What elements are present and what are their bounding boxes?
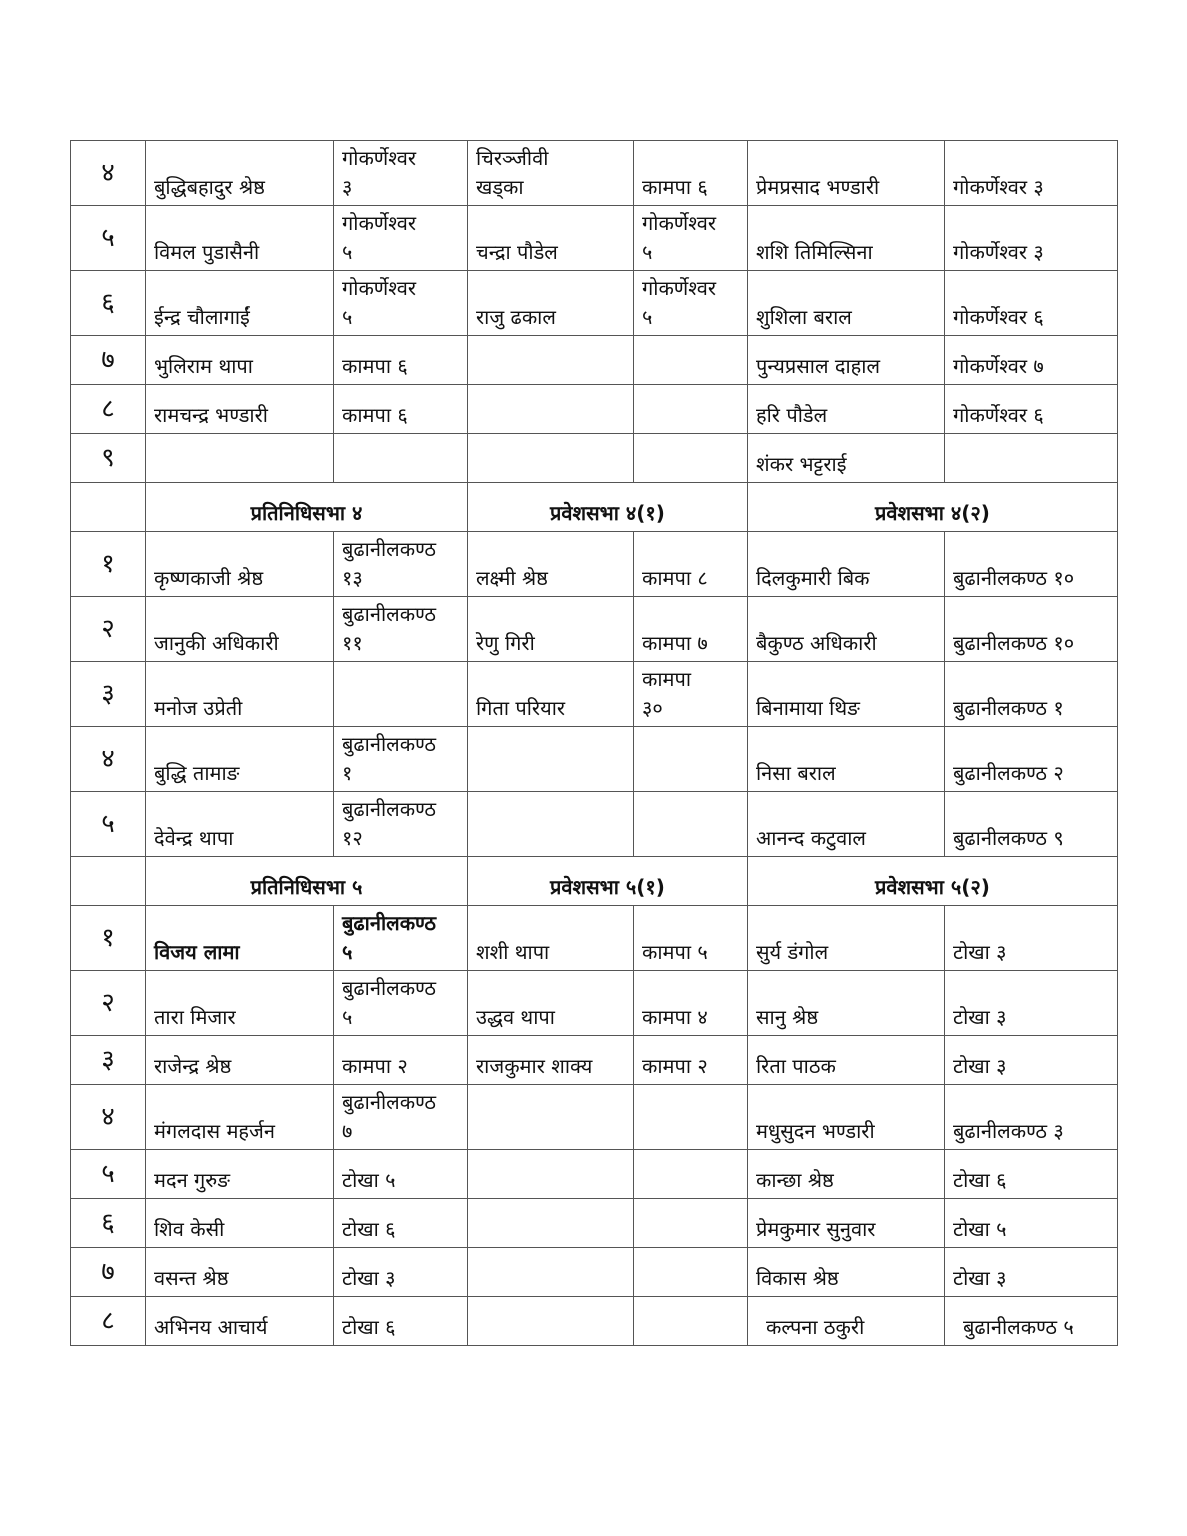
table-row: [71, 271, 1118, 336]
candidate-location: बुढानीलकण्ठ १: [334, 727, 468, 792]
candidate-name: [468, 1199, 634, 1248]
candidate-name: शुशिला बराल: [748, 271, 945, 336]
candidate-name: अभिनय आचार्य: [146, 1297, 334, 1346]
candidate-location: गोकर्णेश्वर ३: [945, 141, 1118, 206]
candidate-location: कामपा ३०: [634, 662, 748, 727]
candidate-name: [468, 792, 634, 857]
candidate-name: बुद्धिबहादुर श्रेष्ठ: [146, 141, 334, 206]
candidate-location: टोखा ६: [945, 1150, 1118, 1199]
candidate-location: [634, 1150, 748, 1199]
candidate-location: टोखा ३: [334, 1248, 468, 1297]
header-blank: [71, 483, 146, 532]
candidate-name: राजकुमार शाक्य: [468, 1036, 634, 1085]
candidate-location: [634, 792, 748, 857]
candidate-location: कामपा ६: [634, 141, 748, 206]
candidate-name: ईन्द्र चौलागाईं: [146, 271, 334, 336]
candidate-location: [634, 1248, 748, 1297]
candidate-location: टोखा ३: [945, 1248, 1118, 1297]
candidate-name: शशि तिमिल्सिना: [748, 206, 945, 271]
table-row: [71, 532, 1118, 597]
candidate-location: गोकर्णेश्वर ७: [945, 336, 1118, 385]
row-number: १: [71, 532, 146, 597]
candidate-name: रिता पाठक: [748, 1036, 945, 1085]
row-number: ४: [71, 727, 146, 792]
candidate-location: बुढानीलकण्ठ २: [945, 727, 1118, 792]
candidate-name: [468, 434, 634, 483]
candidate-name: [468, 1085, 634, 1150]
candidate-name: बैकुण्ठ अधिकारी: [748, 597, 945, 662]
section-heading: प्रवेशसभा ४(१): [468, 483, 748, 532]
table-row: [71, 1297, 1118, 1346]
candidate-location: टोखा ३: [945, 971, 1118, 1036]
candidate-location: कामपा ७: [634, 597, 748, 662]
candidate-location: [634, 336, 748, 385]
candidate-name: बुद्धि तामाङ: [146, 727, 334, 792]
candidate-location: [334, 434, 468, 483]
row-number: ६: [71, 271, 146, 336]
candidate-location: बुढानीलकण्ठ ९: [945, 792, 1118, 857]
candidate-location: गोकर्णेश्वर ६: [945, 271, 1118, 336]
candidate-location: गोकर्णेश्वर ३: [334, 141, 468, 206]
candidate-location: टोखा ३: [945, 906, 1118, 971]
candidate-location: बुढानीलकण्ठ १०: [945, 532, 1118, 597]
table-row: [71, 206, 1118, 271]
candidate-location: कामपा ८: [634, 532, 748, 597]
table-row: [71, 141, 1118, 206]
candidate-name: मनोज उप्रेती: [146, 662, 334, 727]
candidate-name: विमल पुडासैनी: [146, 206, 334, 271]
candidate-location: बुढानीलकण्ठ १३: [334, 532, 468, 597]
table-row: [71, 662, 1118, 727]
candidate-location: कामपा २: [634, 1036, 748, 1085]
row-number: १: [71, 906, 146, 971]
table-row: [71, 385, 1118, 434]
candidate-location: बुढानीलकण्ठ ५: [334, 906, 468, 971]
candidate-name: रेणु गिरी: [468, 597, 634, 662]
section-heading: प्रवेशसभा ५(१): [468, 857, 748, 906]
candidate-name: कल्पना ठकुरी: [748, 1297, 945, 1346]
table-row: [71, 971, 1118, 1036]
candidate-name: प्रेमकुमार सुनुवार: [748, 1199, 945, 1248]
candidate-name: [468, 1248, 634, 1297]
section-heading: प्रतिनिधिसभा ५: [146, 857, 468, 906]
section-header-row: [71, 857, 1118, 906]
candidate-name: आनन्द कटुवाल: [748, 792, 945, 857]
candidate-name: कृष्णकाजी श्रेष्ठ: [146, 532, 334, 597]
row-number: ८: [71, 385, 146, 434]
candidate-location: [634, 434, 748, 483]
candidate-location: गोकर्णेश्वर ६: [945, 385, 1118, 434]
table-row: [71, 1199, 1118, 1248]
candidate-name: राजेन्द्र श्रेष्ठ: [146, 1036, 334, 1085]
row-number: ३: [71, 662, 146, 727]
candidate-name: भुलिराम थापा: [146, 336, 334, 385]
candidate-name: चिरञ्जीवी खड्का: [468, 141, 634, 206]
candidate-name: राजु ढकाल: [468, 271, 634, 336]
row-number: २: [71, 597, 146, 662]
candidate-name: मदन गुरुङ: [146, 1150, 334, 1199]
candidate-location: टोखा ५: [334, 1150, 468, 1199]
table-row: [71, 1248, 1118, 1297]
section-header-row: [71, 483, 1118, 532]
candidate-location: [634, 1085, 748, 1150]
candidate-name: जानुकी अधिकारी: [146, 597, 334, 662]
table-row: [71, 1150, 1118, 1199]
candidate-location: गोकर्णेश्वर ५: [334, 271, 468, 336]
candidate-location: कामपा ६: [334, 385, 468, 434]
candidate-name: देवेन्द्र थापा: [146, 792, 334, 857]
candidate-name: [146, 434, 334, 483]
table-row: [71, 1085, 1118, 1150]
row-number: ३: [71, 1036, 146, 1085]
candidate-name: गिता परियार: [468, 662, 634, 727]
candidate-name: [468, 336, 634, 385]
candidate-name: चन्द्रा पौडेल: [468, 206, 634, 271]
section-heading: प्रवेशसभा ४(२): [748, 483, 1118, 532]
candidate-name: वसन्त श्रेष्ठ: [146, 1248, 334, 1297]
candidate-location: टोखा ६: [334, 1199, 468, 1248]
row-number: ४: [71, 141, 146, 206]
row-number: २: [71, 971, 146, 1036]
candidate-location: [945, 434, 1118, 483]
candidate-name: लक्ष्मी श्रेष्ठ: [468, 532, 634, 597]
candidate-location: बुढानीलकण्ठ १०: [945, 597, 1118, 662]
candidate-name: सुर्य डंगोल: [748, 906, 945, 971]
candidate-location: गोकर्णेश्वर ५: [634, 206, 748, 271]
row-number: ८: [71, 1297, 146, 1346]
table-row: [71, 597, 1118, 662]
candidate-name: रामचन्द्र भण्डारी: [146, 385, 334, 434]
candidate-name: कान्छा श्रेष्ठ: [748, 1150, 945, 1199]
candidate-name: मंगलदास महर्जन: [146, 1085, 334, 1150]
header-blank: [71, 857, 146, 906]
row-number: ५: [71, 1150, 146, 1199]
candidate-name: [468, 385, 634, 434]
table-row: [71, 336, 1118, 385]
candidate-table: [70, 140, 1118, 1346]
candidate-location: कामपा २: [334, 1036, 468, 1085]
candidate-location: गोकर्णेश्वर ५: [334, 206, 468, 271]
candidate-location: बुढानीलकण्ठ ५: [945, 1297, 1118, 1346]
row-number: ७: [71, 1248, 146, 1297]
candidate-name: विजय लामा: [146, 906, 334, 971]
candidate-location: बुढानीलकण्ठ ७: [334, 1085, 468, 1150]
candidate-name: शशी थापा: [468, 906, 634, 971]
candidate-location: बुढानीलकण्ठ १२: [334, 792, 468, 857]
section-heading: प्रतिनिधिसभा ४: [146, 483, 468, 532]
row-number: ६: [71, 1199, 146, 1248]
candidate-location: [634, 1199, 748, 1248]
section-heading: प्रवेशसभा ५(२): [748, 857, 1118, 906]
row-number: ४: [71, 1085, 146, 1150]
candidate-location: टोखा ३: [945, 1036, 1118, 1085]
candidate-location: [634, 727, 748, 792]
candidate-name: सानु श्रेष्ठ: [748, 971, 945, 1036]
candidate-name: बिनामाया थिङ: [748, 662, 945, 727]
candidate-name: प्रेमप्रसाद भण्डारी: [748, 141, 945, 206]
table-row: [71, 792, 1118, 857]
candidate-name: हरि पौडेल: [748, 385, 945, 434]
table-row: [71, 906, 1118, 971]
candidate-name: दिलकुमारी बिक: [748, 532, 945, 597]
candidate-name: विकास श्रेष्ठ: [748, 1248, 945, 1297]
candidate-name: पुन्यप्रसाल दाहाल: [748, 336, 945, 385]
candidate-location: बुढानीलकण्ठ ५: [334, 971, 468, 1036]
candidate-name: शिव केसी: [146, 1199, 334, 1248]
candidate-location: बुढानीलकण्ठ १: [945, 662, 1118, 727]
table-row: [71, 434, 1118, 483]
candidate-location: टोखा ६: [334, 1297, 468, 1346]
candidate-name: शंकर भट्टराई: [748, 434, 945, 483]
row-number: ७: [71, 336, 146, 385]
row-number: ५: [71, 206, 146, 271]
candidate-location: गोकर्णेश्वर ५: [634, 271, 748, 336]
candidate-location: टोखा ५: [945, 1199, 1118, 1248]
candidate-name: [468, 1150, 634, 1199]
candidate-location: कामपा ५: [634, 906, 748, 971]
candidate-name: तारा मिजार: [146, 971, 334, 1036]
row-number: ९: [71, 434, 146, 483]
table-row: [71, 1036, 1118, 1085]
candidate-location: बुढानीलकण्ठ ३: [945, 1085, 1118, 1150]
document-page: [70, 140, 1118, 1346]
candidate-name: [468, 1297, 634, 1346]
candidate-location: कामपा ४: [634, 971, 748, 1036]
candidate-name: [468, 727, 634, 792]
candidate-location: [334, 662, 468, 727]
candidate-location: बुढानीलकण्ठ ११: [334, 597, 468, 662]
candidate-location: [634, 1297, 748, 1346]
candidate-location: [634, 385, 748, 434]
candidate-location: गोकर्णेश्वर ३: [945, 206, 1118, 271]
candidate-name: मधुसुदन भण्डारी: [748, 1085, 945, 1150]
row-number: ५: [71, 792, 146, 857]
candidate-name: उद्धव थापा: [468, 971, 634, 1036]
table-row: [71, 727, 1118, 792]
candidate-location: कामपा ६: [334, 336, 468, 385]
candidate-name: निसा बराल: [748, 727, 945, 792]
